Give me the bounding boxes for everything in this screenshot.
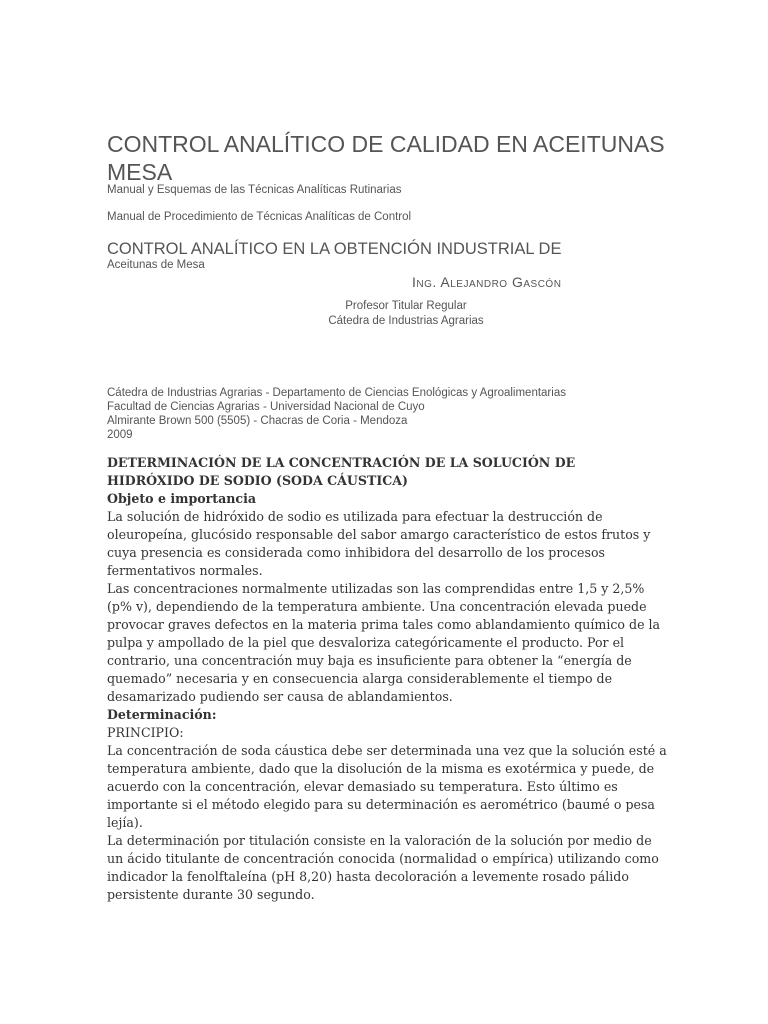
author-name: Ing. Alejandro Gascón bbox=[412, 274, 562, 290]
affiliation-line: Facultad de Ciencias Agrarias - Universidad Nacional de Cuyo bbox=[107, 401, 425, 413]
objeto-heading: Objeto e importancia bbox=[107, 491, 257, 506]
section-heading: CONTROL ANALÍTICO EN LA OBTENCIÓN INDUSTRIAL DE bbox=[107, 240, 562, 258]
document-body bbox=[107, 454, 667, 904]
publication-year: 2009 bbox=[107, 429, 133, 441]
body-paragraph: La determinación por titulación consiste en la valoración de la solución por medio de un ácido titulante de concentración conocida (normalidad o empírica) utilizando como indicador la fenolftaleína (pH 8,20) hasta decoloración a levemente rosado pálido persistente durante 30 segundo. bbox=[107, 833, 659, 902]
body-heading: DETERMINACIÓN DE LA CONCENTRACIÓN DE LA SOLUCIÓN DE HIDRÓXIDO DE SODIO (SODA CÁUSTICA) bbox=[107, 455, 576, 488]
document-subtitle-2: Manual de Procedimiento de Técnicas Analíticas de Control bbox=[107, 211, 412, 223]
affiliation-line: Almirante Brown 500 (5505) - Chacras de Coria - Mendoza bbox=[107, 415, 408, 427]
document-subtitle: Manual y Esquemas de las Técnicas Analíticas Rutinarias bbox=[107, 184, 402, 196]
author-title: Profesor Titular Regular bbox=[345, 300, 467, 312]
body-paragraph: Las concentraciones normalmente utilizadas son las comprendidas entre 1,5 y 2,5% (p% v), dependiendo de la temperatura ambiente. Una concentración elevada puede provocar graves defectos en la materia prima tales como ablandamiento químico de la pulpa y ampollado de la piel que desvaloriza categóricamente el producto. Por el contrario, una concentración muy baja es insuficiente para obtener la “energía de quemado” necesaria y en consecuencia alarga considerablemente el tiempo de desamarizado pudiendo ser causa de ablandamientos. bbox=[107, 581, 661, 704]
author-role bbox=[0, 299, 768, 329]
document-title: CONTROL ANALÍTICO DE CALIDAD EN ACEITUNAS MESA bbox=[107, 131, 665, 185]
affiliation-line: Cátedra de Industrias Agrarias - Departamento de Ciencias Enológicas y Agroalimentarias bbox=[107, 387, 566, 399]
determinacion-heading: Determinación: bbox=[107, 707, 217, 722]
principio-label: PRINCIPIO: bbox=[107, 725, 184, 740]
affiliation-block bbox=[107, 386, 566, 442]
body-paragraph: La concentración de soda cáustica debe ser determinada una vez que la solución esté a temperatura ambiente, dado que la disolución de la misma es exotérmica y puede, de acuerdo con la concentración, elevar demasiado su temperatura. Esto último es importante si el método elegido para su determinación es aerométrico (baumé o pesa lejía). bbox=[107, 743, 667, 830]
section-subheading: Aceitunas de Mesa bbox=[107, 259, 205, 271]
author-department: Cátedra de Industrias Agrarias bbox=[328, 315, 484, 327]
body-paragraph: La solución de hidróxido de sodio es utilizada para efectuar la destrucción de oleuropeína, glucósido responsable del sabor amargo característico de estos frutos y cuya presencia es considerada como inhibidora del desarrollo de los procesos fermentativos normales. bbox=[107, 509, 651, 578]
